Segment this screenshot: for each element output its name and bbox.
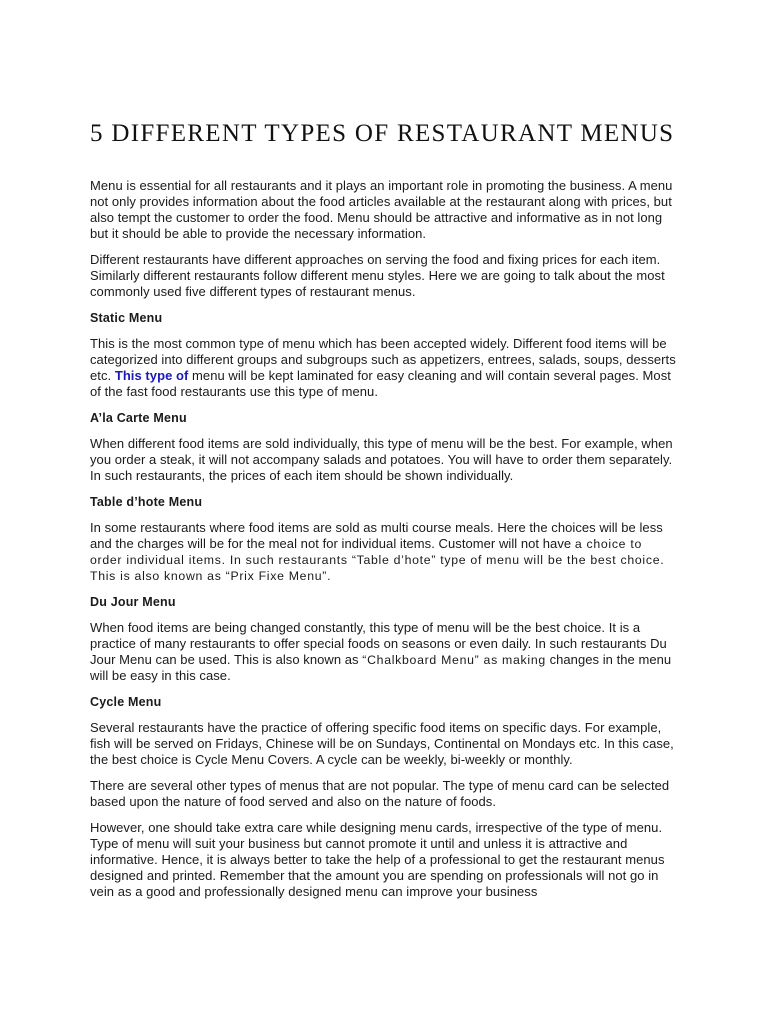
- du-jour-text-part-2: “Chalkboard Menu” as making: [362, 653, 546, 667]
- section-heading-a-la-carte-menu: A’la Carte Menu: [90, 411, 187, 425]
- static-menu-text-part-1: This is the most common type of menu which has been accepted widely. Different food items will be categorized into different groups and subgroups such as appetizers, entrees, salads, soups, desserts etc.: [90, 336, 676, 383]
- section-heading-static-menu: Static Menu: [90, 311, 163, 325]
- page-title: 5 DIFFERENT TYPES OF RESTAURANT MENUS: [90, 120, 675, 147]
- table-d-hote-text-part-2: a choice to order individual items. In such restaurants “Table d’hote” type of menu will be the best choice. This is also known as “Prix Fixe Menu”.: [90, 537, 665, 583]
- static-menu-text-part-2: menu will be kept laminated for easy cleaning and will contain several pages. Most of the fast food restaurants use this type of menu.: [90, 368, 671, 399]
- section-heading-table-d-hote-menu: Table d’hote Menu: [90, 495, 203, 509]
- this-type-of-link[interactable]: This type of: [114, 368, 189, 383]
- section-text-cycle-menu: Several restaurants have the practice of offering specific food items on specific days. For example, fish will be served on Fridays, Chinese will be on Sundays, Continental on Mondays etc. In this case, the best choice is Cycle Menu Covers. A cycle can be weekly, bi-weekly or monthly.: [90, 720, 674, 767]
- section-text-table-d-hote-menu: [90, 520, 676, 584]
- section-text-static-menu: [90, 336, 676, 400]
- du-jour-text-part-1: When food items are being changed constantly, this type of menu will be the best choice. It is a practice of many restaurants to offer special foods on seasons or even daily. In such restaurants Du Jour Menu can be used. This is also known as: [90, 620, 667, 667]
- section-text-a-la-carte-menu: When different food items are sold individually, this type of menu will be the best. For example, when you order a steak, it will not accompany salads and potatoes. You will have to order them separately. In such restaurants, the prices of each item should be shown individually.: [90, 436, 673, 483]
- section-heading-du-jour-menu: Du Jour Menu: [90, 595, 176, 609]
- table-d-hote-text-part-1: In some restaurants where food items are sold as multi course meals. Here the choices will be less and the charges will be for the meal not for individual items. Customer will not have: [90, 520, 663, 551]
- intro-paragraph-1: Menu is essential for all restaurants and it plays an important role in promoting the business. A menu not only provides information about the food articles available at the restaurant along with prices, but also tempt the customer to order the food. Menu should be attractive and informative as in not long but it should be able to provide the necessary information.: [90, 178, 673, 241]
- closing-paragraph-2: However, one should take extra care while designing menu cards, irrespective of the type of menu. Type of menu will suit your business but cannot promote it until and unless it is attractive and informative. Hence, it is always better to take the help of a professional to get the restaurant menus designed and printed. Remember that the amount you are spending on professionals will not go in vein as a good and professionally designed menu can improve your business: [90, 820, 665, 899]
- section-heading-cycle-menu: Cycle Menu: [90, 695, 162, 709]
- intro-paragraph-2: Different restaurants have different approaches on serving the food and fixing prices for each item. Similarly different restaurants follow different menu styles. Here we are going to talk about the most commonly used five different types of restaurant menus.: [90, 252, 665, 299]
- du-jour-text-part-3: changes in the menu will be easy in this case.: [90, 652, 672, 683]
- section-text-du-jour-menu: [90, 620, 676, 684]
- closing-paragraph-1: There are several other types of menus that are not popular. The type of menu card can be selected based upon the nature of food served and also on the nature of foods.: [90, 778, 670, 809]
